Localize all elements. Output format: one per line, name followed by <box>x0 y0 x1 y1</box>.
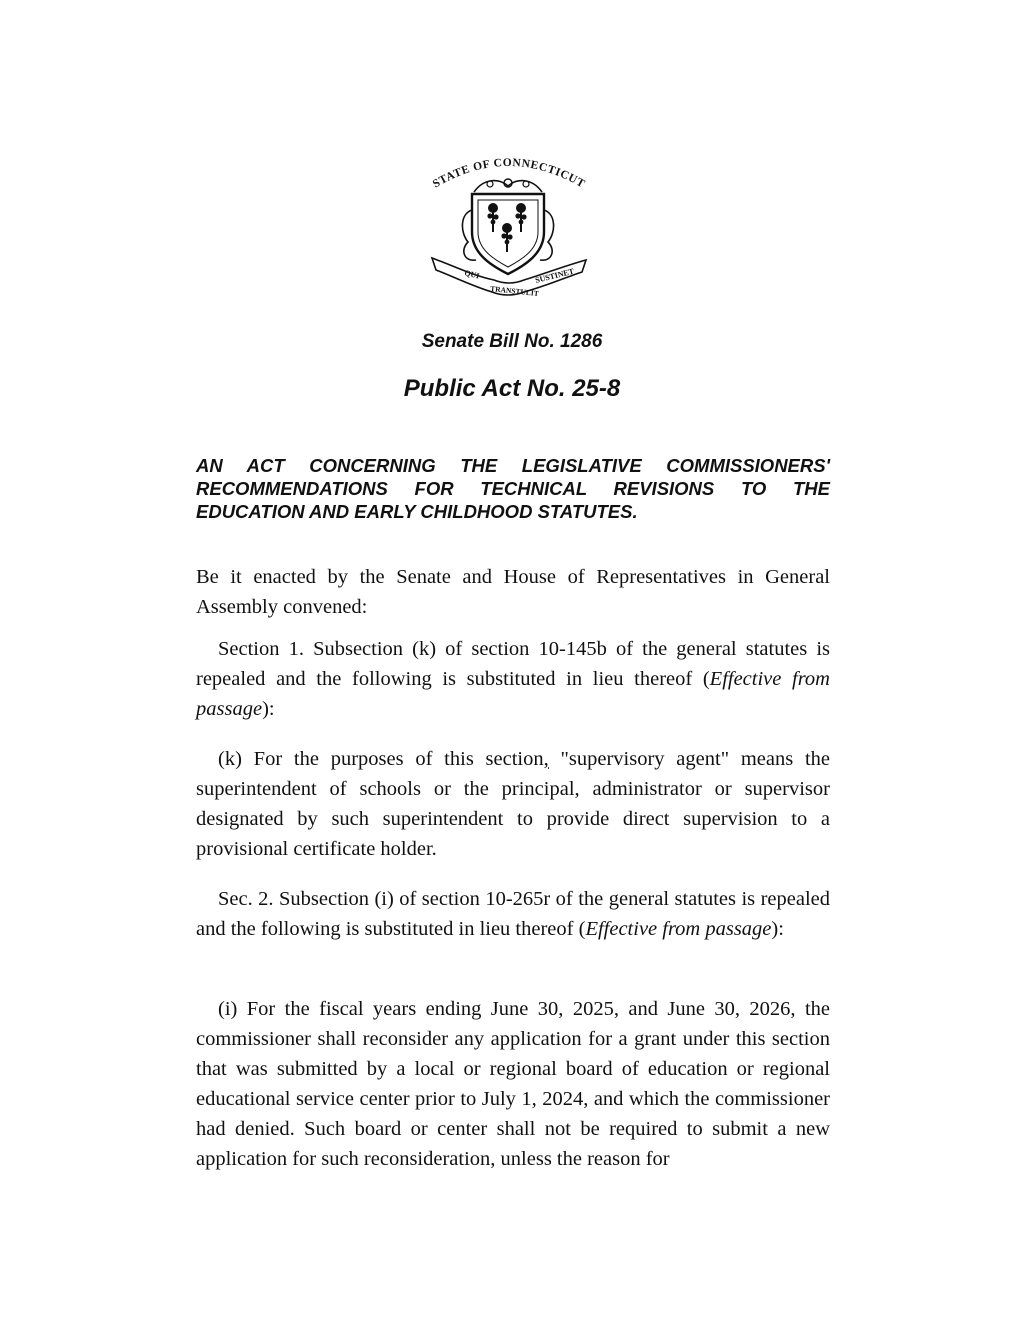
section-1 <box>196 634 830 724</box>
state-seal <box>424 150 592 300</box>
subsection-k-after: "supervisory agent" means the superintendent of schools or the principal, administrator or supervisor designated by such superintendent to provide direct supervision to a provisional certificate holder. <box>196 748 831 860</box>
seal-motto-3: SUSTINET <box>534 266 575 285</box>
section-1-effective: Effective from passage <box>196 668 830 720</box>
enactment-clause: Be it enacted by the Senate and House of Representatives in General Assembly convened: <box>196 566 830 618</box>
subsection-k <box>196 744 830 864</box>
section-2-close: ): <box>771 918 784 940</box>
seal-arc-text: STATE OF CONNECTICUT <box>430 156 587 191</box>
section-2-effective: Effective from passage <box>585 918 772 940</box>
seal-motto-2: TRANSTULIT <box>489 284 540 299</box>
bill-number: Senate Bill No. 1286 <box>421 331 603 352</box>
section-2 <box>196 884 830 944</box>
subsection-i: (i) For the fiscal years ending June 30, 2025, and June 30, 2026, the commissioner shall reconsider any application for a grant under this section that was submitted by a local or regional board of education or regional educational service center prior to July 1, 2024, and which the commissioner had denied. Such board or center shall not be required to submit a new application for such reconsideration, unless the reason for <box>196 998 830 1170</box>
section-1-close: ): <box>262 698 275 720</box>
subsection-k-before: (k) For the purposes of this section <box>218 748 544 770</box>
section-1-text: Section 1. Subsection (k) of section 10-145b of the general statutes is repealed and the following is substituted in lieu thereof ( <box>196 638 830 690</box>
public-act-number: Public Act No. 25-8 <box>403 375 621 402</box>
section-2-text: Sec. 2. Subsection (i) of section 10-265r of the general statutes is repealed and the following is substituted in lieu thereof ( <box>196 888 830 940</box>
subsection-k-inserted: , <box>543 748 549 770</box>
act-title: AN ACT CONCERNING THE LEGISLATIVE COMMISSIONERS' RECOMMENDATIONS FOR TECHNICAL REVISIONS TO THE EDUCATION AND EARLY CHILDHOOD STATUTES. <box>196 455 830 522</box>
seal-motto-1: QUI <box>463 268 481 281</box>
